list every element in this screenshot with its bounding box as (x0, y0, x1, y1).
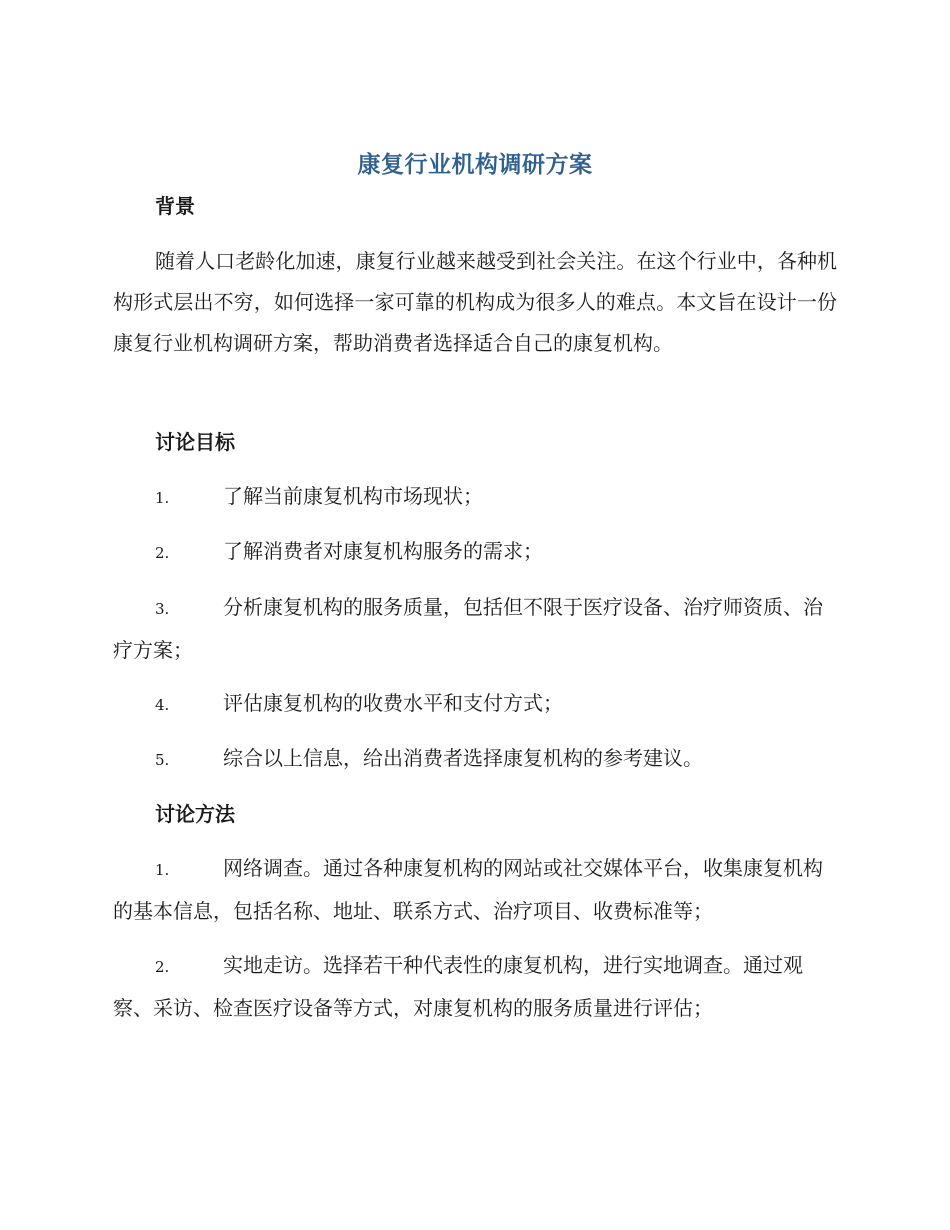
goal-item-text: 分析康复机构的服务质量，包括但不限于医疗设备、治疗师资质、治疗方案； (113, 595, 823, 662)
method-item-text: 实地走访。选择若干种代表性的康复机构，进行实地调查。通过观察、采访、检查医疗设备等方式，对康复机构的服务质量进行评估； (113, 953, 803, 1020)
method-item-number: 2. (155, 958, 170, 976)
goal-item (113, 476, 837, 519)
method-item-number: 1. (155, 861, 170, 879)
goal-item (113, 587, 837, 671)
goal-item (113, 683, 837, 726)
goal-item-number: 1. (155, 489, 170, 507)
goal-item-text: 综合以上信息，给出消费者选择康复机构的参考建议。 (223, 746, 703, 770)
goal-item-number: 4. (155, 696, 170, 714)
goal-item-number: 2. (155, 544, 170, 562)
goal-item-text: 了解当前康复机构市场现状； (223, 484, 483, 508)
background-paragraph: 随着人口老龄化加速，康复行业越来越受到社会关注。在这个行业中，各种机构形式层出不穷，如何选择一家可靠的机构成为很多人的难点。本文旨在设计一份康复行业机构调研方案，帮助消费者选择适合自己的康复机构。 (113, 249, 837, 355)
goal-item (113, 738, 837, 781)
section-heading-goals: 讨论目标 (155, 430, 235, 454)
goal-item-text: 了解消费者对康复机构服务的需求； (223, 539, 543, 563)
method-item (113, 945, 837, 1029)
goal-item (113, 531, 837, 574)
goal-item-number: 5. (155, 751, 170, 769)
section-heading-background: 背景 (155, 194, 195, 218)
section-heading-methods: 讨论方法 (155, 802, 235, 826)
method-item (113, 848, 837, 932)
goal-item-text: 评估康复机构的收费水平和支付方式； (223, 691, 563, 715)
method-item-text: 网络调查。通过各种康复机构的网站或社交媒体平台，收集康复机构的基本信息，包括名称、地址、联系方式、治疗项目、收费标准等； (113, 856, 823, 923)
goal-item-number: 3. (155, 600, 170, 618)
document-title: 康复行业机构调研方案 (357, 152, 593, 178)
